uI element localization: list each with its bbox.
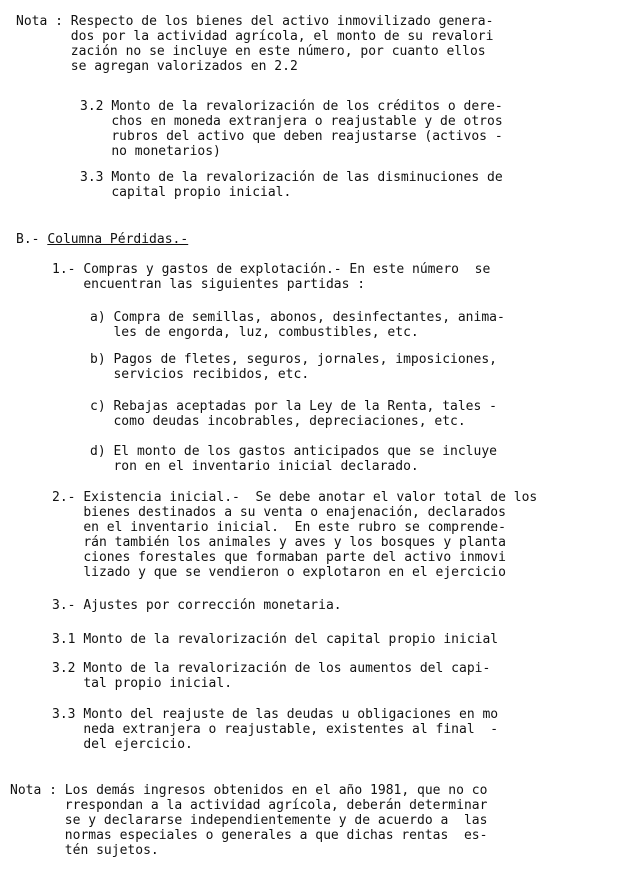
text-line: como deudas incobrables, depreciaciones, etc. [113, 414, 466, 429]
item-number: 3.2 [80, 99, 104, 114]
subitem-letter: d) [90, 444, 106, 459]
nota-label: Nota : [16, 14, 63, 29]
text-line: chos en moneda extranjera o reajustable y de otros [111, 114, 503, 129]
text-line: rrespondan a la actividad agrícola, deberán determinar [64, 798, 488, 813]
item-b3-3 [52, 707, 498, 752]
subitem-b [90, 352, 497, 382]
item-number: 3.3 [52, 707, 76, 722]
text-line: zación no se incluye en este número, por cuanto ellos [70, 44, 486, 59]
text-line: ciones forestales que formaban parte del activo inmovi [83, 550, 506, 565]
nota-1 [16, 14, 493, 74]
item-number: 3.1 [52, 632, 76, 647]
text-line: normas especiales o generales a que dichas rentas es- [64, 828, 488, 843]
text-line: El monto de los gastos anticipados que se incluye [113, 444, 497, 459]
text-line: Los demás ingresos obtenidos en el año 1981, que no co [64, 783, 488, 798]
text-line: tal propio inicial. [83, 676, 233, 691]
subitem-letter: b) [90, 352, 106, 367]
item-b3-1 [52, 632, 498, 647]
text-line: Existencia inicial.- Se debe anotar el valor total de los [83, 490, 538, 505]
nota-2 [10, 783, 487, 858]
text-line: ron en el inventario inicial declarado. [113, 459, 419, 474]
text-line: tén sujetos. [64, 843, 159, 858]
text-line: rán también los animales y aves y los bosques y planta [83, 535, 506, 550]
text-line: se agregan valorizados en 2.2 [70, 59, 298, 74]
text-line: servicios recibidos, etc. [113, 367, 310, 382]
item-number: 3.- [52, 598, 76, 613]
text-line: no monetarios) [111, 144, 221, 159]
nota-label: Nota : [10, 783, 57, 798]
text-line: Monto de la revalorización de las disminuciones de [111, 170, 503, 185]
text-line: neda extranjera o reajustable, existentes al final - [83, 722, 499, 737]
text-line: del ejercicio. [83, 737, 193, 752]
text-line: Monto del reajuste de las deudas u obligaciones en mo [83, 707, 499, 722]
text-line: rubros del activo que deben reajustarse (activos - [111, 129, 503, 144]
item-b3-2 [52, 661, 490, 691]
item-number: 1.- [52, 262, 76, 277]
text-line: Pagos de fletes, seguros, jornales, imposiciones, [113, 352, 497, 367]
section-label: B.- [16, 232, 40, 247]
item-number: 3.2 [52, 661, 76, 676]
text-line: Monto de la revalorización del capital propio inicial [83, 632, 499, 647]
text-line: Rebajas aceptadas por la Ley de la Renta, tales - [113, 399, 497, 414]
text-line: bienes destinados a su venta o enajenación, declarados [83, 505, 506, 520]
text-line: Monto de la revalorización de los aumentos del capi- [83, 661, 491, 676]
text-line: dos por la actividad agrícola, el monto de su revalori [70, 29, 494, 44]
text-line: capital propio inicial. [111, 185, 292, 200]
section-title: Columna Pérdidas.- [47, 232, 189, 247]
text-line: en el inventario inicial. En este rubro se comprende- [83, 520, 506, 535]
subitem-a [90, 310, 505, 340]
text-line: les de engorda, luz, combustibles, etc. [113, 325, 419, 340]
text-line: Compra de semillas, abonos, desinfectantes, anima- [113, 310, 505, 325]
text-line: Respecto de los bienes del activo inmovilizado genera- [70, 14, 494, 29]
text-line: Ajustes por corrección monetaria. [83, 598, 342, 613]
text-line: lizado y que se vendieron o explotaron en el ejercicio [83, 565, 506, 580]
subitem-letter: c) [90, 399, 106, 414]
item-b2 [52, 490, 537, 580]
subitem-c [90, 399, 497, 429]
section-b-heading [16, 232, 188, 247]
subitem-d [90, 444, 497, 474]
item-b3 [52, 598, 342, 613]
item-3-2 [80, 99, 503, 159]
text-line: Compras y gastos de explotación.- En este número se [83, 262, 491, 277]
subitem-letter: a) [90, 310, 106, 325]
text-line: Monto de la revalorización de los créditos o dere- [111, 99, 503, 114]
item-number: 3.3 [80, 170, 104, 185]
text-line: se y declararse independientemente y de acuerdo a las [64, 813, 488, 828]
item-number: 2.- [52, 490, 76, 505]
item-b1 [52, 262, 490, 292]
item-3-3 [80, 170, 503, 200]
text-line: encuentran las siguientes partidas : [83, 277, 366, 292]
